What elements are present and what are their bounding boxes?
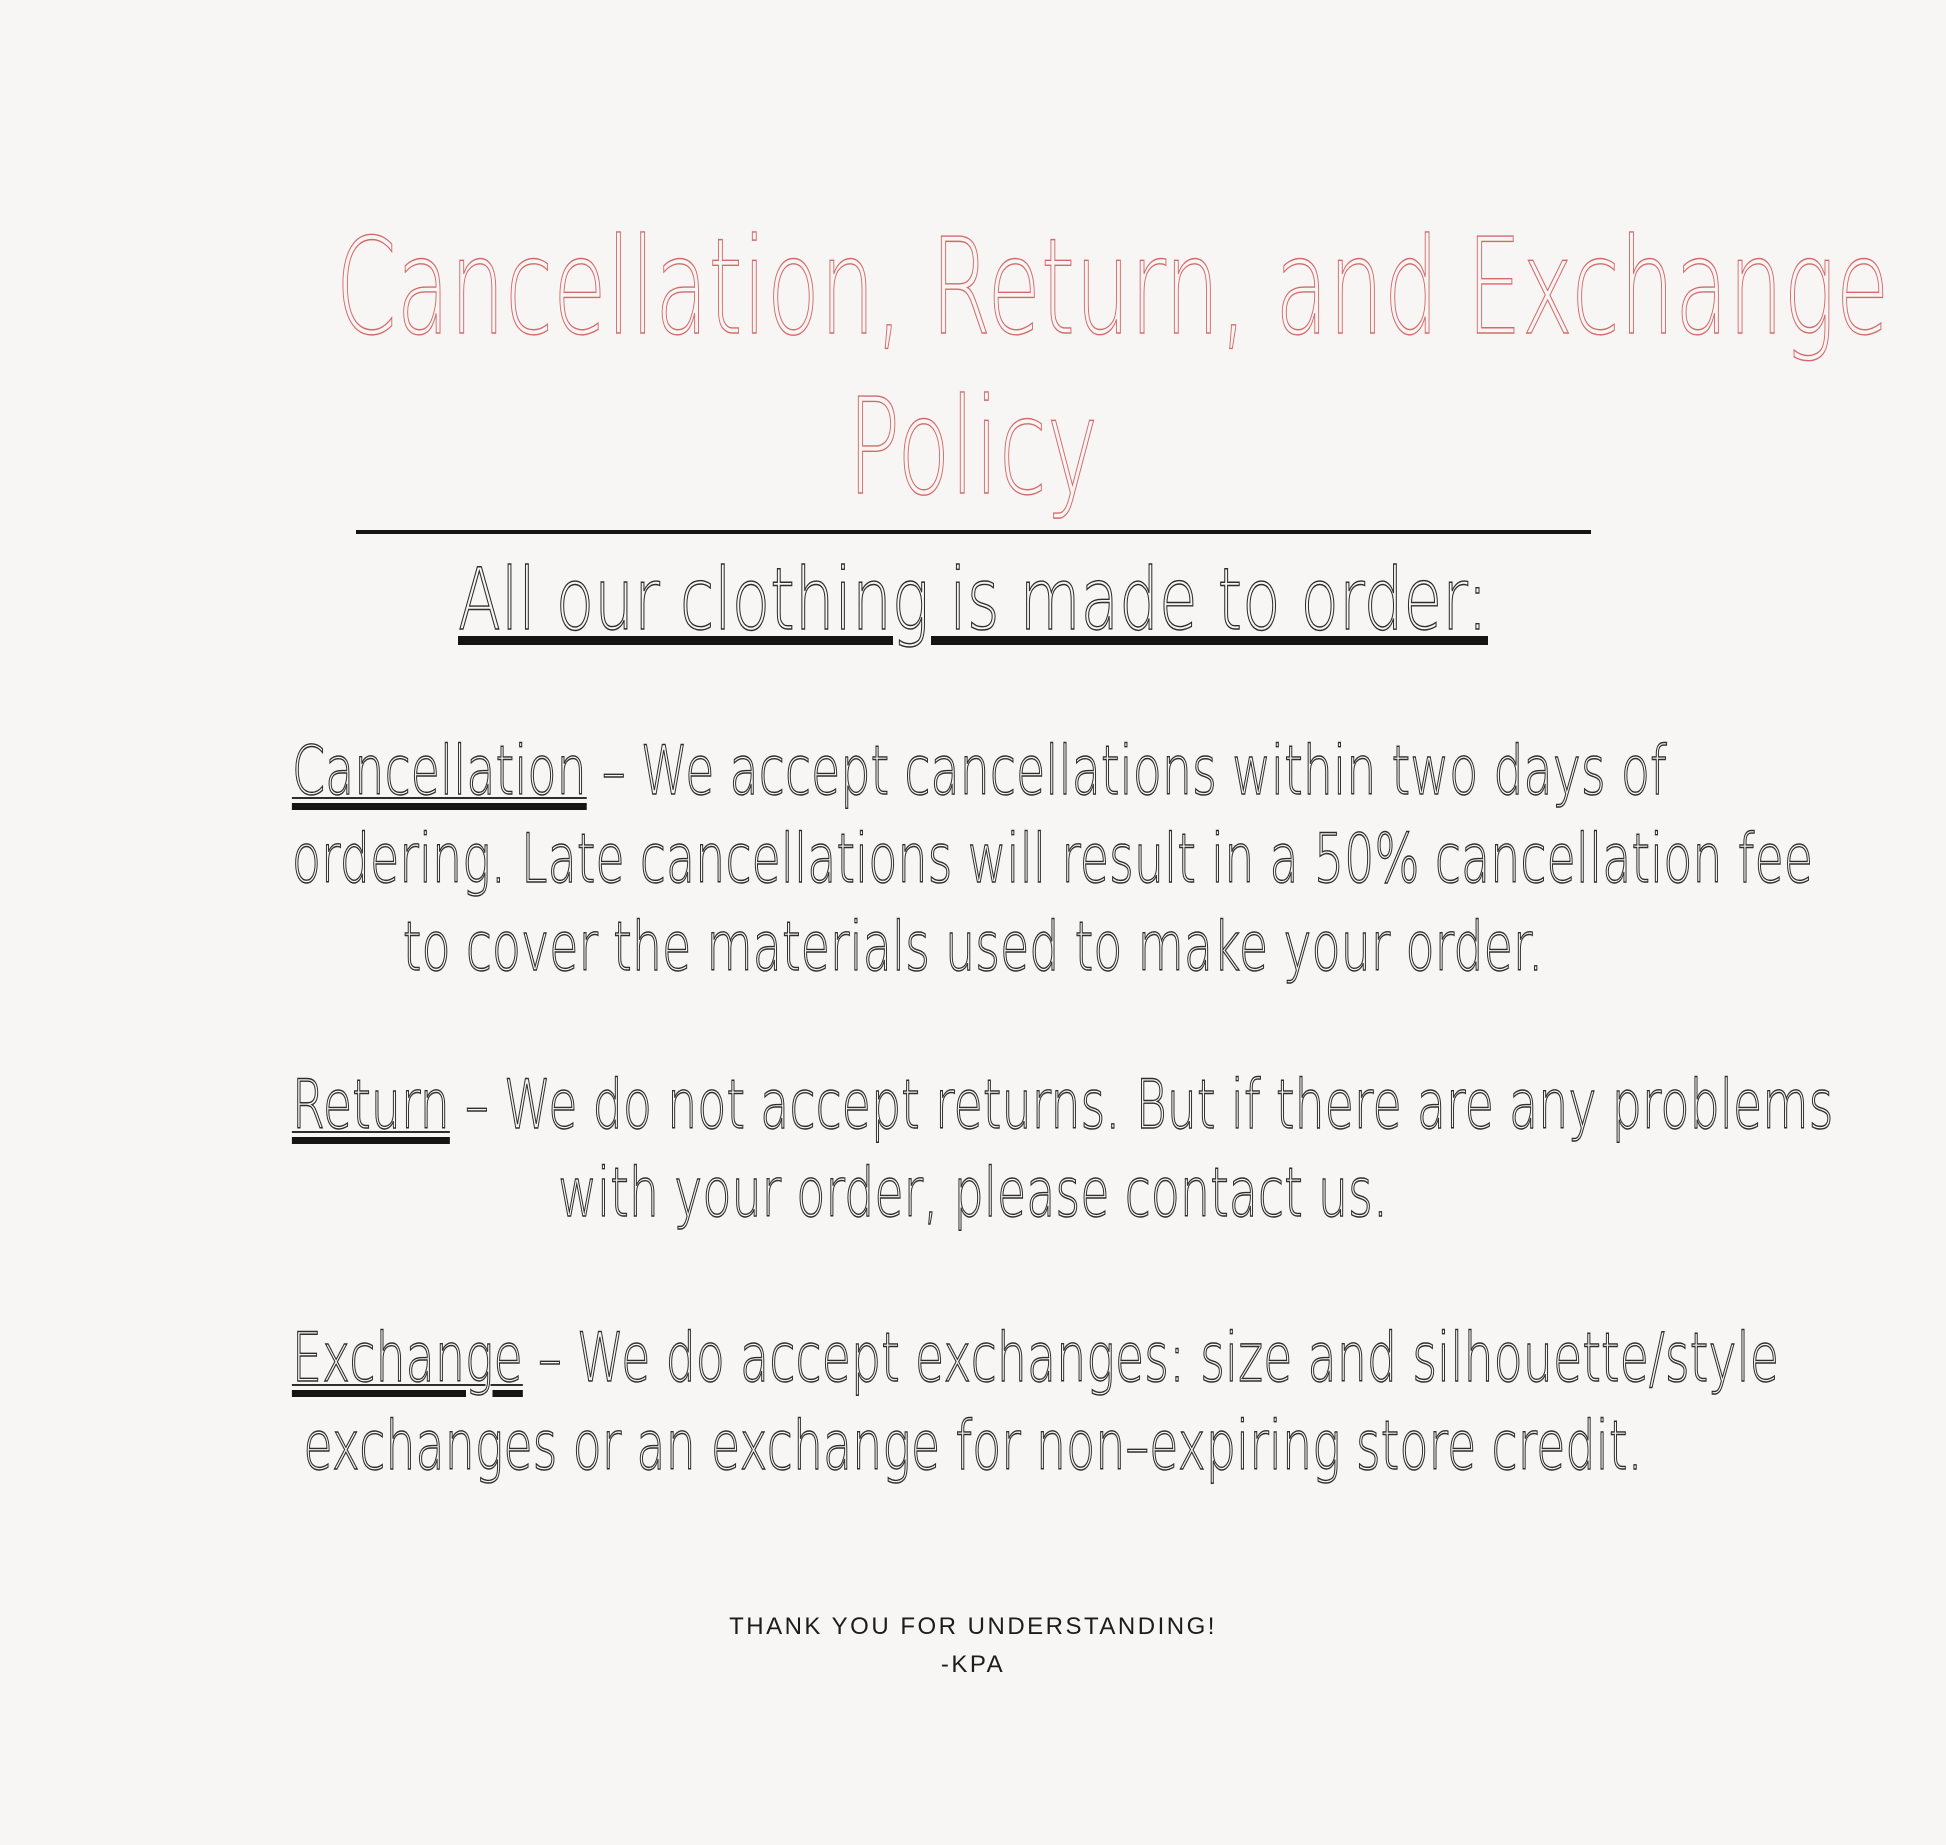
- made-to-order-heading: [263, 552, 1684, 648]
- return-keyword: [292, 1066, 450, 1145]
- policy-line: [291, 1315, 1780, 1403]
- title-divider: [356, 530, 1591, 534]
- policy-line: with your order, please contact us.: [558, 1154, 1388, 1233]
- return-policy-paragraph: [291, 1062, 1834, 1238]
- return-line1-text: – We do not accept returns. But if there are any problems: [449, 1066, 1834, 1145]
- footer-thank-you: THANK YOU FOR UNDERSTANDING!: [729, 1613, 1217, 1640]
- cancellation-keyword-text: Cancellation: [291, 732, 587, 811]
- policy-line: exchanges or an exchange for non–expiring store credit.: [303, 1407, 1643, 1486]
- exchange-keyword-text: Exchange: [291, 1319, 523, 1398]
- footer-signature: -KPA: [940, 1651, 1006, 1678]
- policy-line: ordering. Late cancellations will result in a 50% cancellation fee: [291, 820, 1814, 899]
- cancellation-policy-paragraph: [291, 728, 1814, 992]
- exchange-policy-paragraph: [291, 1315, 1780, 1491]
- cancellation-keyword: [292, 732, 587, 811]
- made-to-order-heading-text: All our clothing is made to order:: [458, 550, 1488, 650]
- page-title: [335, 208, 1890, 528]
- page-title-line1: Cancellation, Return, and Exchange: [335, 211, 1890, 365]
- footer: [0, 1608, 1946, 1684]
- exchange-line1-text: – We do accept exchanges: size and silhouette/style: [522, 1319, 1780, 1398]
- policy-line: [291, 1062, 1834, 1150]
- cancellation-line1-text: – We accept cancellations within two days of: [586, 732, 1667, 811]
- exchange-keyword: [292, 1319, 523, 1398]
- return-keyword-text: Return: [291, 1066, 450, 1145]
- policy-line: [291, 728, 1667, 816]
- policy-line: to cover the materials used to make your order.: [402, 908, 1544, 987]
- page-title-line2: Policy: [847, 371, 1099, 525]
